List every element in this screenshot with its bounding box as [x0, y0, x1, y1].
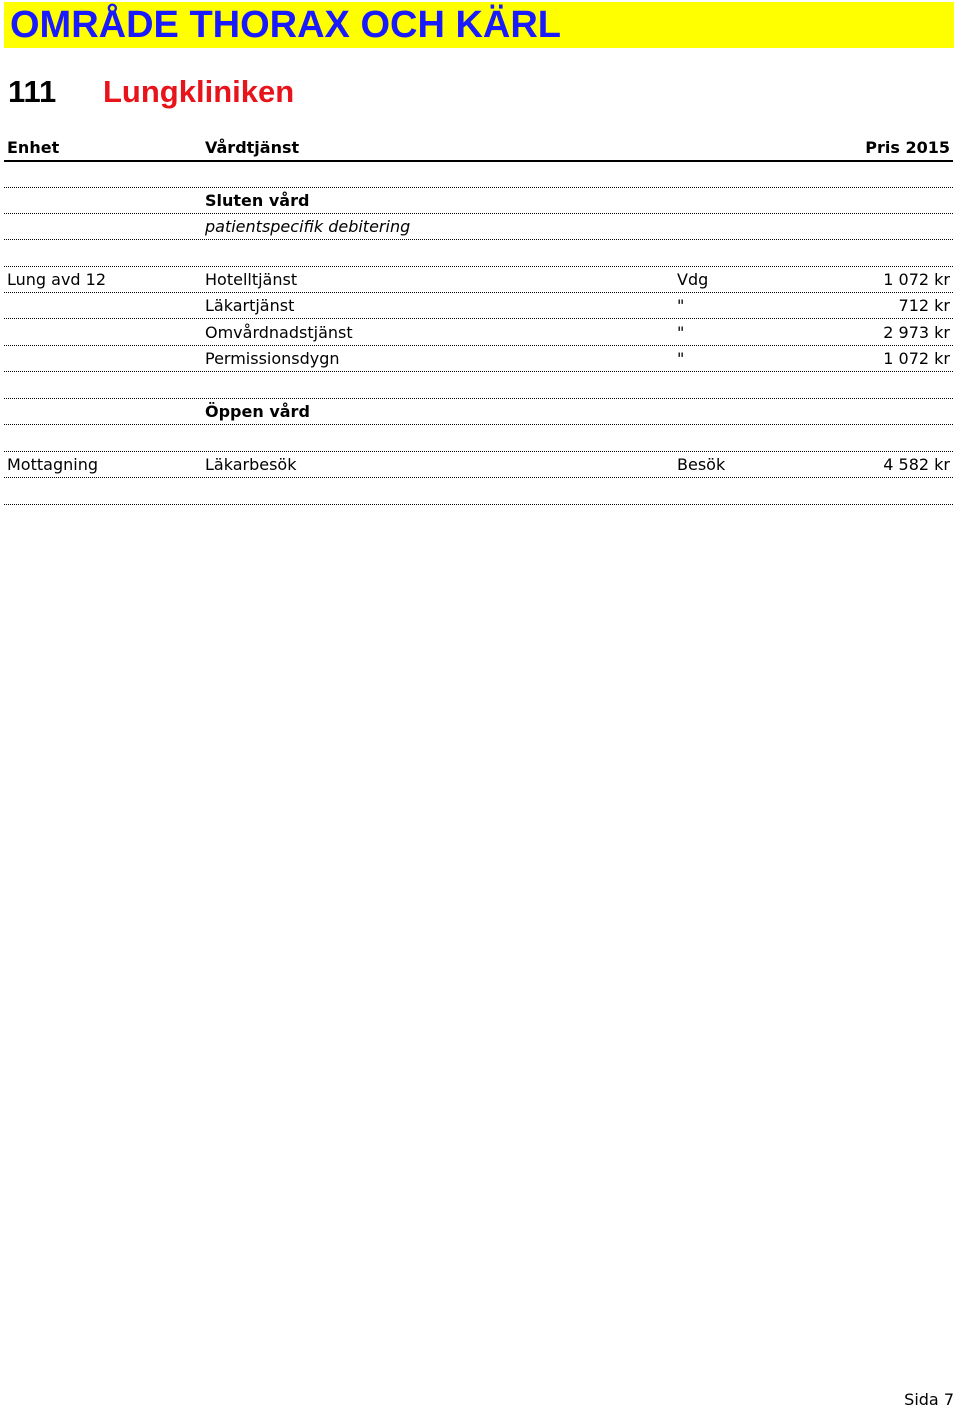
row-qty: " [677, 296, 685, 315]
row-qty: Vdg [677, 270, 709, 289]
table-row [4, 214, 953, 240]
clinic-name: Lungkliniken [103, 74, 295, 109]
row-price: 1 072 kr [883, 349, 950, 368]
page-number: Sida 7 [904, 1390, 954, 1409]
row-service: Hotelltjänst [205, 270, 298, 289]
table-header [4, 136, 953, 162]
table-row [4, 241, 953, 267]
table-row [4, 479, 953, 505]
row-qty: " [677, 349, 685, 368]
row-service: Omvårdnadstjänst [205, 323, 353, 342]
section-banner [4, 2, 954, 48]
row-price: 4 582 kr [883, 455, 950, 474]
table-row [4, 373, 953, 399]
section-sublabel: patientspecifik debitering [205, 217, 411, 236]
header-unit: Enhet [7, 138, 60, 157]
table-row [4, 320, 953, 346]
table-row [4, 452, 953, 478]
row-unit: Lung avd 12 [7, 270, 107, 289]
section-label-inpatient: Sluten vård [205, 191, 310, 210]
table-row [4, 346, 953, 372]
table-row [4, 188, 953, 214]
row-qty: " [677, 323, 685, 342]
row-price: 1 072 kr [883, 270, 950, 289]
section-title: OMRÅDE THORAX OCH KÄRL [10, 4, 561, 46]
clinic-code: 111 [8, 74, 57, 109]
header-price: Pris 2015 [865, 138, 950, 157]
table-row [4, 267, 953, 293]
header-service: Vårdtjänst [205, 138, 300, 157]
row-service: Läkartjänst [205, 296, 295, 315]
row-unit: Mottagning [7, 455, 98, 474]
table-row [4, 399, 953, 425]
row-price: 2 973 kr [883, 323, 950, 342]
row-service: Läkarbesök [205, 455, 297, 474]
row-service: Permissionsdygn [205, 349, 340, 368]
table-row [4, 162, 953, 188]
row-price: 712 kr [898, 296, 950, 315]
table-row [4, 426, 953, 452]
table-row [4, 293, 953, 319]
section-label-outpatient: Öppen vård [205, 402, 310, 421]
row-qty: Besök [677, 455, 726, 474]
